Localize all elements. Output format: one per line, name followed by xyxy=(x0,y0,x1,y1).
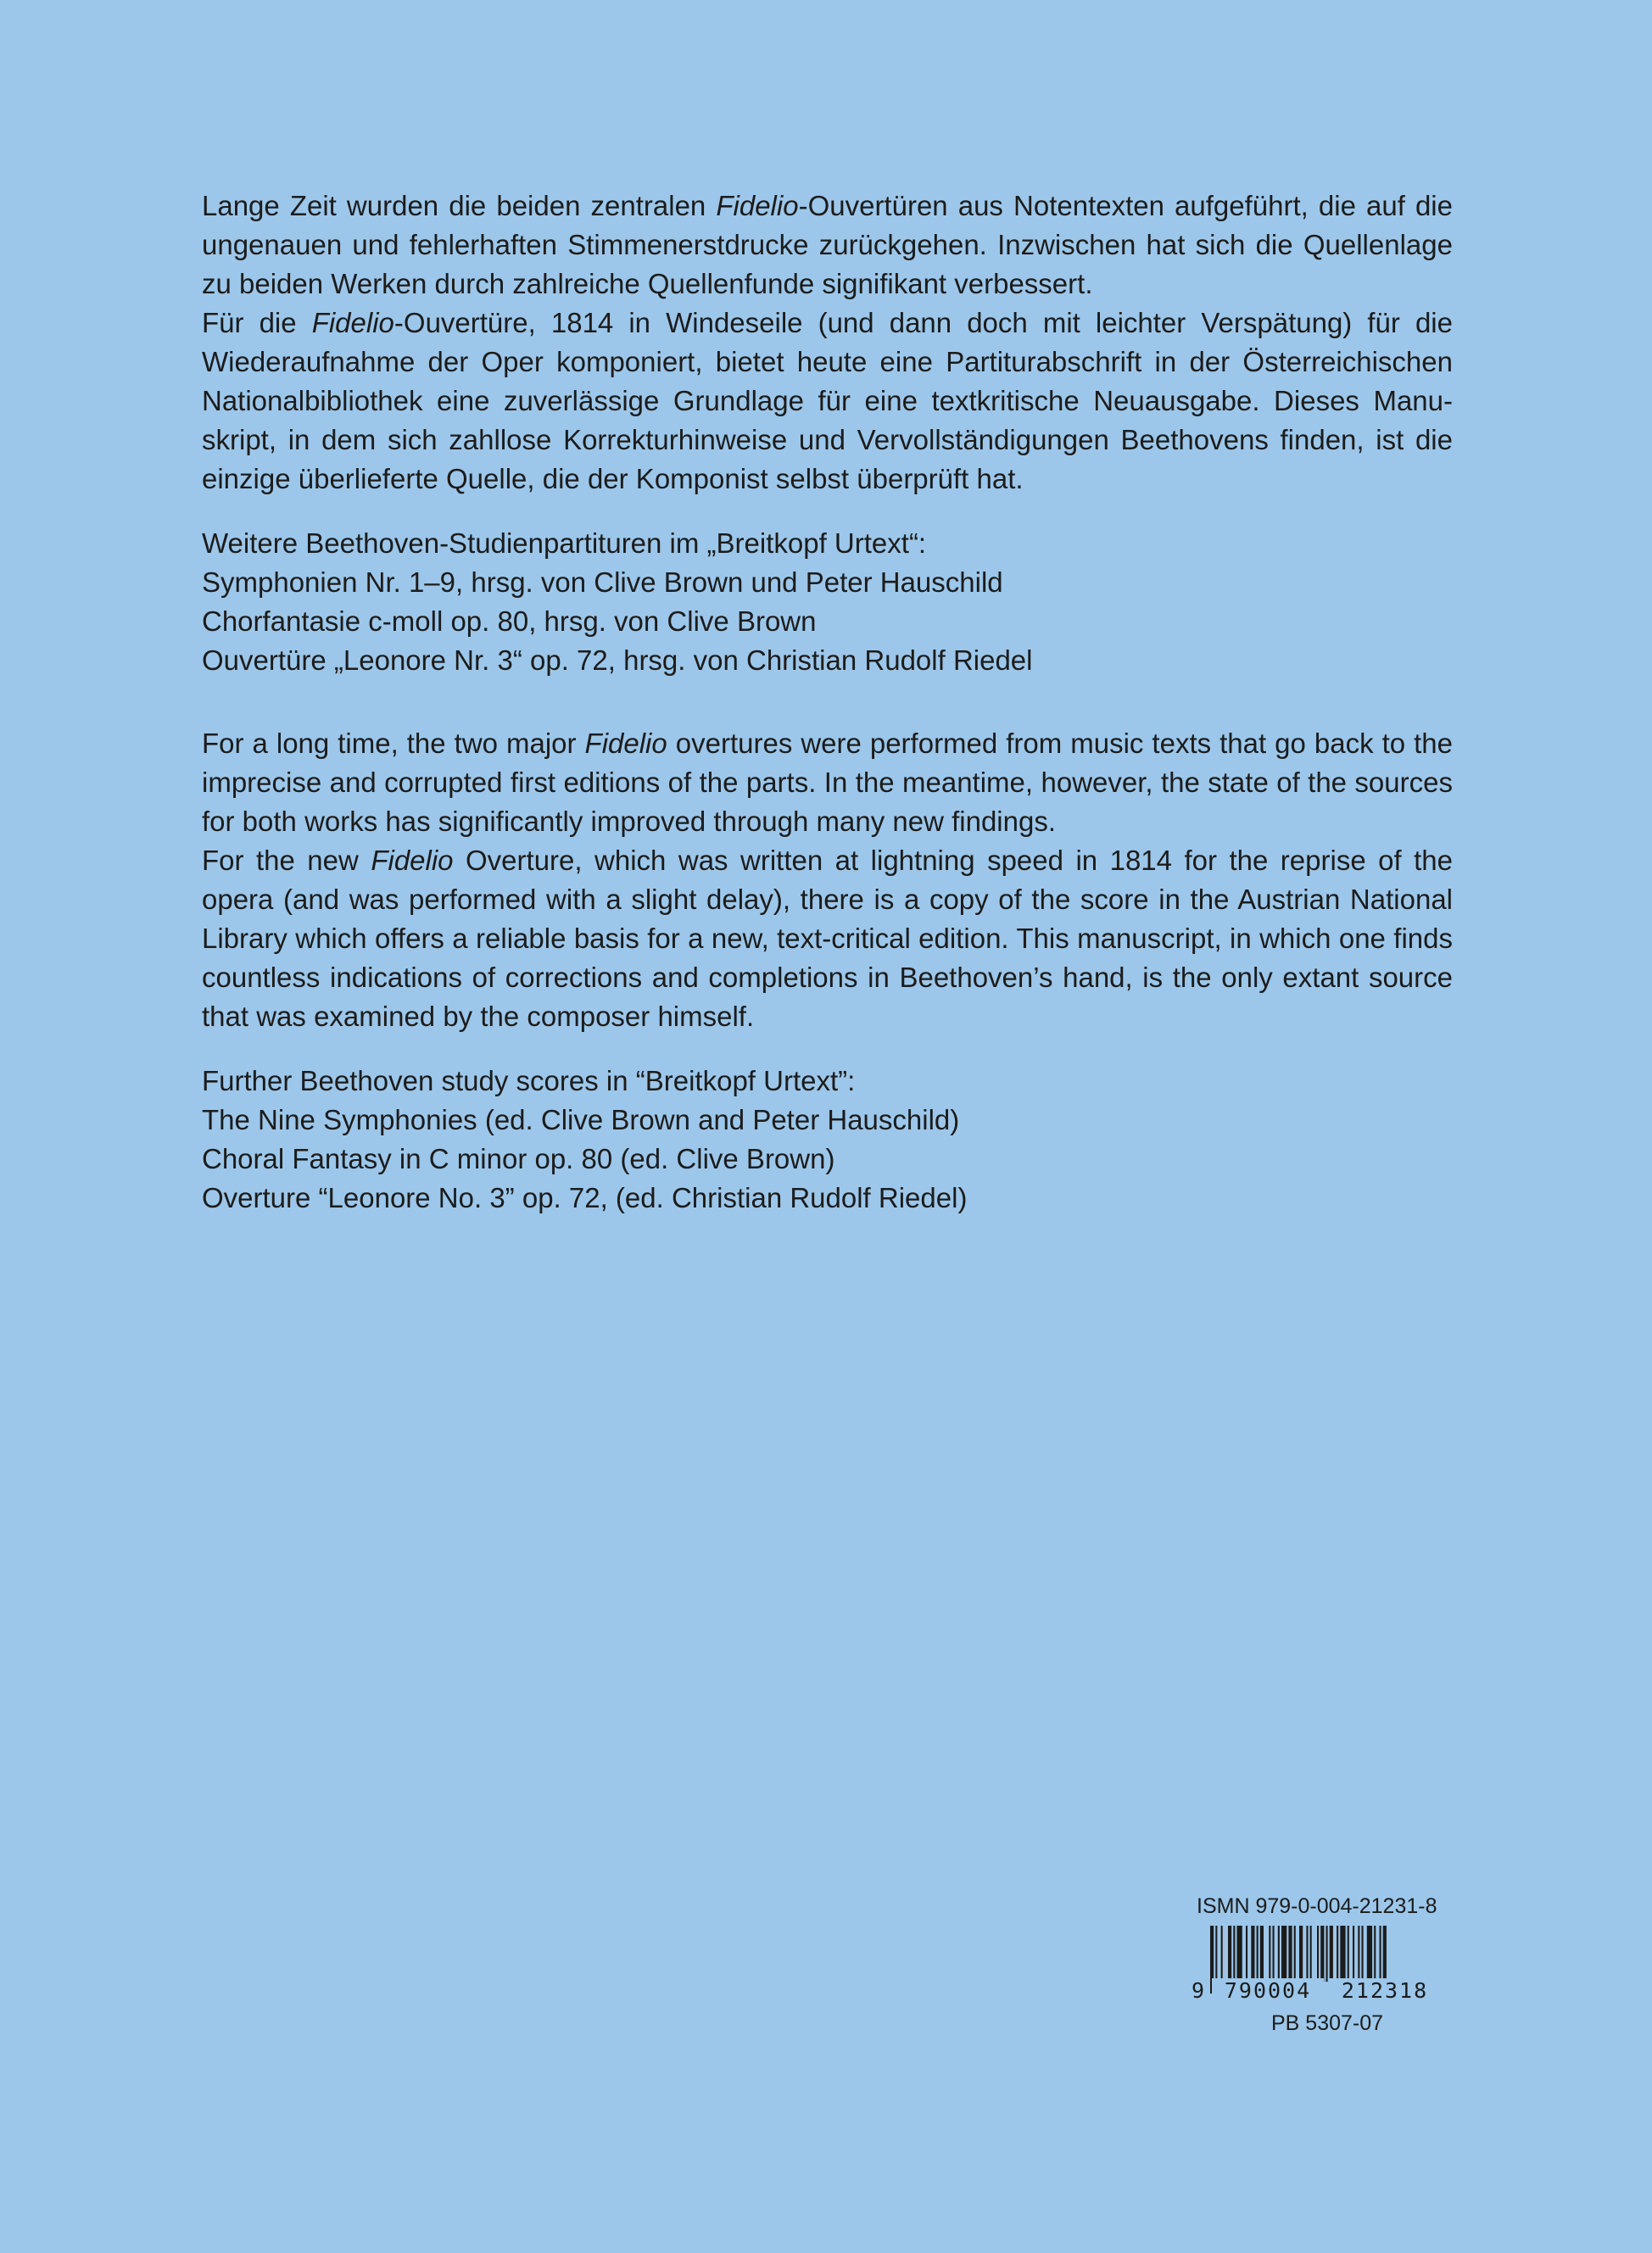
text-run: overtures were performed from music texts that go back to the imprecise and corrupted first editions of the parts. In the meantime, however, the state of the sources for both works has significantly improved through many new findings. xyxy=(202,728,1453,837)
barcode-bar xyxy=(1257,1926,1259,1982)
text-run: -Ouvertüren aus Notentexten aufgeführt, die auf die ungenauen und fehlerhaften Stimmenerstdrucke zurückgehen. Inzwischen hat sich die Quellenlage zu beiden Werken durch zahlreiche Quellenfunde signifikant verbessert. xyxy=(202,190,1453,299)
text-run: Für die xyxy=(202,307,312,338)
barcode-bar xyxy=(1237,1926,1242,1982)
text-run: For a long time, the two major xyxy=(202,728,585,759)
barcode-bar xyxy=(1337,1926,1338,1982)
barcode-bar xyxy=(1310,1926,1312,1982)
list-item: Choral Fantasy in C minor op. 80 (ed. Clive Brown) xyxy=(202,1143,835,1174)
italic-title: Fidelio xyxy=(716,190,799,221)
german-paragraph-1 xyxy=(202,187,1453,304)
barcode-bar xyxy=(1273,1926,1275,1982)
text-run: Overture, which was written at lightning speed in 1814 for the reprise of the opera (and was performed with a slight delay), there is a copy of the score in the Austrian National Library which offers a reliable basis for a new, text-critical edition. This manuscript, in which one finds countless indications of corrections and completions in Beethoven’s hand, is the only extant source that was examined by the composer himself. xyxy=(202,845,1454,1032)
barcode-lead-digit: 9 xyxy=(1192,1978,1205,2003)
italic-title: Fidelio xyxy=(371,845,454,876)
barcode-bar xyxy=(1340,1926,1345,1982)
german-paragraph-2 xyxy=(202,304,1453,499)
barcode-left-digits: 790004 xyxy=(1212,1978,1324,2004)
barcode-bar xyxy=(1228,1926,1231,1982)
barcode-block xyxy=(1192,1893,1463,2036)
italic-title: Fidelio xyxy=(311,307,394,338)
list-item: Overture “Leonore No. 3” op. 72, (ed. Christian Rudolf Riedel) xyxy=(202,1182,968,1213)
text-run: For the new xyxy=(202,845,371,876)
italic-title: Fidelio xyxy=(584,728,667,759)
list-item: The Nine Symphonies (ed. Clive Brown and Peter Hauschild) xyxy=(202,1104,960,1135)
barcode-bar xyxy=(1358,1926,1359,1982)
barcode-bar xyxy=(1281,1926,1286,1982)
barcode-bar xyxy=(1353,1926,1354,1982)
list-item: Symphonien Nr. 1–9, hrsg. von Clive Brown und Peter Hauschild xyxy=(202,566,1003,598)
english-paragraph-2 xyxy=(202,841,1453,1036)
barcode-bar xyxy=(1269,1926,1270,1982)
list-item: Further Beethoven study scores in “Breitkopf Urtext”: xyxy=(202,1065,856,1096)
list-item: Ouvertüre „Leonore Nr. 3“ op. 72, hrsg. von Christian Rudolf Riedel xyxy=(202,644,1033,676)
publisher-number: PB 5307-07 xyxy=(1271,2011,1384,2035)
english-score-list xyxy=(202,1062,1453,1218)
barcode-right-digits: 212318 xyxy=(1329,1978,1441,2004)
barcode-bar xyxy=(1374,1926,1376,1982)
barcode-bar xyxy=(1306,1926,1308,1982)
barcode-bar xyxy=(1320,1926,1324,1982)
barcode-bar xyxy=(1288,1926,1292,1982)
german-score-list xyxy=(202,524,1453,680)
barcode-bar xyxy=(1317,1926,1319,1982)
barcode-bar xyxy=(1233,1926,1235,1982)
barcode-bar xyxy=(1326,1926,1328,1982)
back-cover-text xyxy=(202,187,1453,1218)
english-paragraph-1 xyxy=(202,724,1453,841)
barcode-bar xyxy=(1278,1926,1280,1982)
barcode-bar xyxy=(1348,1926,1349,1982)
list-item: Weitere Beethoven-Studienpartituren im „Breitkopf Urtext“: xyxy=(202,527,927,559)
text-run: Lange Zeit wurden die beiden zentralen xyxy=(202,190,717,221)
text-run: -Ouvertüre, 1814 in Windeseile (und dann doch mit leichter Verspätung) für die Wiederaufnahme der Oper komponiert, bietet heute eine Partiturabschrift in der Österreichischen Nationalbibliothek eine zuverlässige Grundlage für eine textkritische Neuausgabe. Dieses Manuskript, in dem sich zahllose Korrekturhinweise und Vervollständigungen Beethovens finden, ist die einzige überlieferte Quelle, die der Komponist selbst überprüft hat. xyxy=(202,307,1453,494)
barcode-bar xyxy=(1251,1926,1254,1982)
barcode-bar xyxy=(1221,1926,1223,1982)
barcode-bar xyxy=(1330,1926,1333,1982)
barcode-bar xyxy=(1246,1926,1247,1982)
ismn-number: ISMN 979-0-004-21231-8 xyxy=(1197,1894,1437,1918)
barcode-bar xyxy=(1260,1926,1264,1982)
list-item: Chorfantasie c-moll op. 80, hrsg. von Clive Brown xyxy=(202,605,817,637)
barcode xyxy=(1192,1926,1454,2004)
barcode-bar xyxy=(1367,1926,1372,1982)
barcode-bar xyxy=(1362,1926,1364,1982)
